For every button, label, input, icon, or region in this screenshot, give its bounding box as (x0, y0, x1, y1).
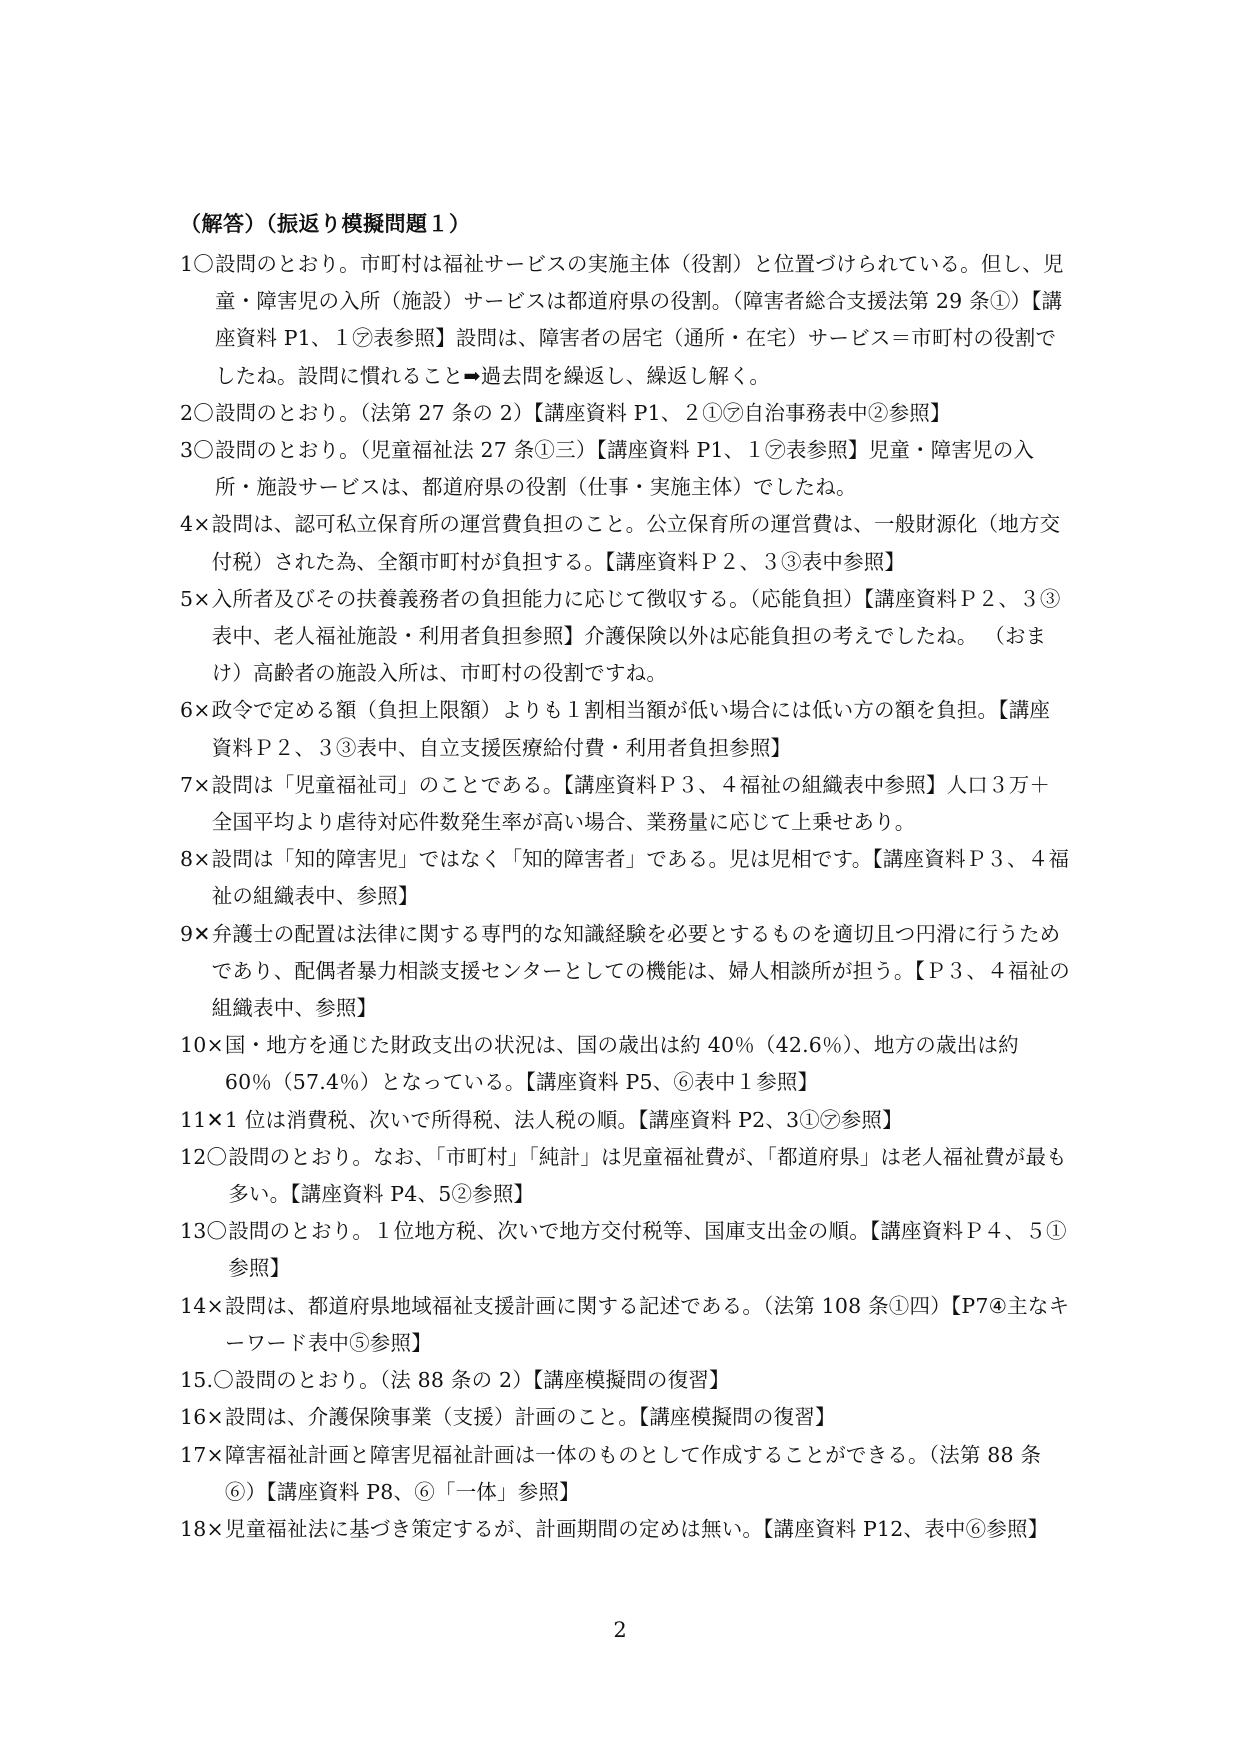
answer-item-4 (180, 506, 1070, 580)
answer-number: 12 (180, 1144, 207, 1169)
answer-item-3 (180, 432, 1070, 506)
answer-number: 18 (180, 1516, 207, 1541)
answer-text: 弁護士の配置は法律に関する専門的な知識経験を必要とするものを適切且つ円滑に行うためであり、配偶者暴力相談支援センターとしての機能は、婦人相談所が担う。【Ｐ３、４福祉の組織表中、参照】 (211, 921, 1070, 1021)
answer-item-8 (180, 841, 1070, 915)
answer-mark: ✕ (206, 1107, 224, 1132)
answer-text: 設問は、介護保険事業（支援）計画のこと。【講座模擬問の復習】 (224, 1405, 836, 1430)
answer-mark: ✕ (193, 921, 211, 946)
answer-text: 設問のとおり。（法第 27 条の 2）【講座資料 P1、２①㋐自治事務表中②参照】 (214, 400, 951, 425)
answer-number: 5 (180, 586, 194, 611)
answer-item-9 (180, 916, 1070, 1028)
answer-number: 1 (180, 252, 194, 276)
answer-text: 児童福祉法に基づき策定するが、計画期間の定めは無い。【講座資料 P12、表中⑥参照】 (224, 1516, 1049, 1541)
answer-mark: 〇 (193, 400, 214, 425)
answer-mark: 〇 (193, 438, 214, 463)
answer-number: 17 (180, 1442, 207, 1467)
answer-text: 設問のとおり。１位地方税、次いで地方交付税等、国庫支出金の順。【講座資料Ｐ４、５①参照】 (228, 1219, 1067, 1281)
answer-mark: × (193, 772, 211, 797)
answer-text: 1 位は消費税、次いで所得税、法人税の順。【講座資料 P2、3①㋐参照】 (224, 1107, 903, 1132)
answer-text: 設問は、認可私立保育所の運営費負担のこと。公立保育所の運営費は、一般財源化（地方交付税）された為、全額市町村が負担する。【講座資料Ｐ２、３③表中参照】 (211, 512, 1061, 574)
answer-mark: × (193, 847, 211, 872)
answer-number: 4 (180, 512, 194, 537)
answer-text: 設問は、都道府県地域福祉支援計画に関する記述である。（法第 108 条①四）【P7④主なキーワード表中⑤参照】 (224, 1293, 1070, 1355)
answer-text: 設問のとおり。（児童福祉法 27 条①三）【講座資料 P1、１㋐表参照】児童・障害児の入所・施設サービスは、都道府県の役割（仕事・実施主体）でしたね。 (214, 438, 1035, 500)
answer-mark: × (206, 1405, 224, 1430)
answer-item-18 (180, 1511, 1070, 1548)
answer-item-13 (180, 1213, 1070, 1287)
answer-number: 13 (180, 1219, 207, 1244)
answer-item-17 (180, 1437, 1070, 1511)
answer-mark: × (206, 1516, 224, 1541)
answer-mark: 〇 (206, 1219, 228, 1244)
page-number: 2 (613, 1618, 627, 1642)
answer-text: 入所者及びその扶養義務者の負担能力に応じて徴収する。（応能負担）【講座資料Ｐ２、３③表中、老人福祉施設・利用者負担参照】介護保険以外は応能負担の考えでしたね。 （おまけ）高齢者の施設入所は、市町村の役割ですね。 (211, 586, 1061, 686)
answer-number: 7 (180, 772, 194, 797)
answer-number: 2 (180, 400, 194, 425)
answer-text: 政令で定める額（負担上限額）よりも１割相当額が低い場合には低い方の額を負担。【講座資料Ｐ２、３③表中、自立支援医療給付費・利用者負担参照】 (211, 698, 1051, 760)
answer-item-16 (180, 1399, 1070, 1436)
answer-mark: × (193, 512, 211, 537)
answer-item-2 (180, 395, 1070, 432)
answer-number: 8 (180, 847, 194, 872)
answer-number: 10 (180, 1033, 207, 1058)
answer-item-1 (180, 246, 1070, 395)
answer-mark: 〇 (193, 252, 214, 276)
answer-text: 設問は「児童福祉司」のことである。【講座資料Ｐ３、４福祉の組織表中参照】人口３万＋全国平均より虐待対応件数発生率が高い場合、業務量に応じて上乗せあり。 (211, 772, 1051, 835)
answer-mark: 〇 (213, 1368, 234, 1393)
answer-text: 国・地方を通じた財政支出の状況は、国の歳出は約 40％（42.6％）、地方の歳出は約 60％（57.4％）となっている。【講座資料 P5、⑥表中１参照】 (224, 1033, 1019, 1095)
answer-number: 14 (180, 1293, 207, 1318)
answer-item-12 (180, 1139, 1070, 1213)
answer-text: 設問のとおり。市町村は福祉サービスの実施主体（役割）と位置づけられている。但し、児童・障害児の入所（施設）サービスは都道府県の役割。（障害者総合支援法第 29 条①）【講座資料 P1、１㋐表参照】設問は、障害者の居宅（通所・在宅）サービス＝市町村の役割でしたね。設問に慣れること➡過去問を繰返し、繰返し解く。 (214, 252, 1064, 388)
answer-text: 障害福祉計画と障害児福祉計画は一体のものとして作成することができる。（法第 88 条⑥）【講座資料 P8、⑥「一体」参照】 (224, 1442, 1042, 1504)
answer-mark: × (206, 1033, 224, 1058)
answer-text: 設問のとおり。（法 88 条の 2）【講座模擬問の復習】 (234, 1368, 730, 1393)
answer-item-5 (180, 581, 1070, 693)
answer-number: 16 (180, 1405, 207, 1430)
answer-list (180, 246, 1070, 1548)
answer-mark: × (206, 1442, 224, 1467)
answer-item-14 (180, 1288, 1070, 1362)
answer-item-6 (180, 692, 1070, 766)
answer-number: 11 (180, 1107, 207, 1132)
answer-item-10 (180, 1027, 1070, 1101)
answer-item-11 (180, 1102, 1070, 1139)
answer-number: 9 (180, 921, 194, 946)
answer-heading: （解答）（振返り模擬問題１） (180, 211, 471, 236)
answer-mark: × (206, 1293, 224, 1318)
answer-text: 設問は「知的障害児」ではなく「知的障害者」である。児は児相です。【講座資料Ｐ３、４福祉の組織表中、参照】 (211, 847, 1070, 909)
answer-number: 15. (180, 1368, 214, 1393)
answer-number: 6 (180, 698, 194, 723)
answer-item-15 (180, 1362, 1070, 1399)
answer-mark: × (193, 698, 211, 723)
answer-item-7 (180, 767, 1070, 841)
answer-mark: × (193, 586, 211, 611)
answer-text: 設問のとおり。なお、「市町村」「純計」は児童福祉費が、「都道府県」は老人福祉費が最も多い。【講座資料 P4、5②参照】 (228, 1144, 1067, 1207)
answer-number: 3 (180, 438, 194, 463)
answer-mark: 〇 (206, 1144, 228, 1169)
